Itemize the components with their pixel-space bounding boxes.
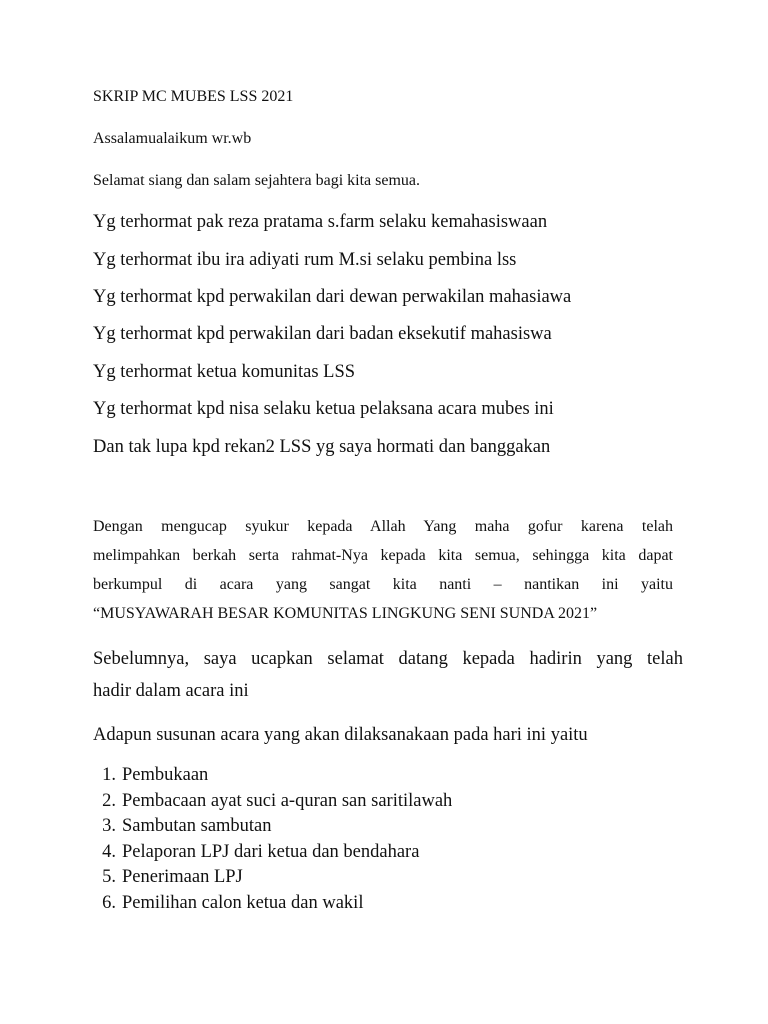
paragraph-line: berkumpul di acara yang sangat kita nanti – nantikan ini yaitu [93,576,673,593]
list-item-text: Pembukaan [122,765,209,785]
list-item [93,891,452,917]
list-item [93,865,452,891]
paragraph-line: Dengan mengucap syukur kepada Allah Yang maha gofur karena telah [93,518,673,535]
greeting-line: Assalamualaikum wr.wb [93,130,252,147]
salutation-line: Yg terhormat kpd perwakilan dari badan eksekutif mahasiswa [93,324,552,344]
gratitude-paragraph [93,512,673,628]
salutation-line: Dan tak lupa kpd rekan2 LSS yg saya hormati dan banggakan [93,437,551,457]
list-number: 6. [102,892,116,913]
list-item-text: Penerimaan LPJ [122,867,243,887]
salutation-line: Yg terhormat ketua komunitas LSS [93,362,356,382]
salutation-line: Yg terhormat ibu ira adiyati rum M.si selaku pembina lss [93,250,517,270]
welcome-paragraph [93,643,683,707]
list-item [93,763,452,789]
list-number: 4. [102,841,116,862]
list-item-text: Pembacaan ayat suci a-quran san saritilawah [122,790,453,811]
agenda-list [93,763,452,916]
agenda-intro: Adapun susunan acara yang akan dilaksanakaan pada hari ini yaitu [93,725,588,745]
salutation-line: Yg terhormat kpd nisa selaku ketua pelaksana acara mubes ini [93,399,554,419]
paragraph-line: melimpahkan berkah serta rahmat-Nya kepada kita semua, sehingga kita dapat [93,547,673,564]
list-item-text: Sambutan sambutan [122,816,272,836]
event-name-line: “MUSYAWARAH BESAR KOMUNITAS LINGKUNG SENI SUNDA 2021” [93,605,598,622]
paragraph-line: Sebelumnya, saya ucapkan selamat datang kepada hadirin yang telah [93,649,683,669]
opening-line: Selamat siang dan salam sejahtera bagi kita semua. [93,172,420,189]
list-item-text: Pemilihan calon ketua dan wakil [122,892,364,913]
document-title: SKRIP MC MUBES LSS 2021 [93,88,294,105]
list-number: 1. [102,765,116,785]
list-number: 3. [102,816,116,836]
list-number: 5. [102,867,116,887]
list-item-text: Pelaporan LPJ dari ketua dan bendahara [122,841,420,862]
list-item [93,789,452,815]
paragraph-line: hadir dalam acara ini [93,681,249,701]
salutation-line: Yg terhormat kpd perwakilan dari dewan perwakilan mahasiawa [93,287,572,307]
list-number: 2. [102,790,116,811]
salutation-line: Yg terhormat pak reza pratama s.farm selaku kemahasiswaan [93,212,548,232]
list-item [93,814,452,840]
list-item [93,840,452,866]
